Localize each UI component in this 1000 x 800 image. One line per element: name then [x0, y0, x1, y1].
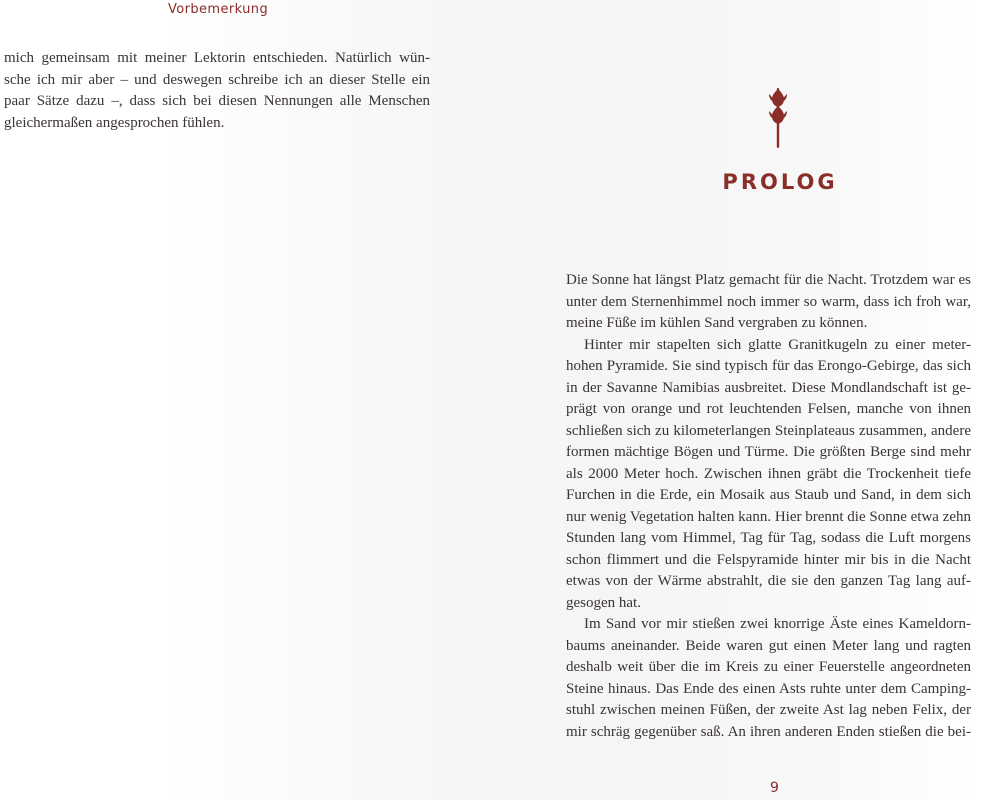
- text-line: stuhl zwischen meinen Füßen, der zweite Ast lag neben Felix, der: [566, 702, 971, 718]
- text-line: mich gemeinsam mit meiner Lektorin entschieden. Natürlich wün-: [4, 50, 430, 66]
- text-line: nur wenig Vegetation halten kann. Hier brennt die Sonne etwa zehn: [566, 508, 972, 525]
- text-line: meine Füße im kühlen Sand vergraben zu können.: [566, 315, 868, 331]
- text-line: Die Sonne hat längst Platz gemacht für die Nacht. Trotzdem war es: [566, 272, 971, 288]
- wheat-ear-icon: [765, 86, 791, 148]
- text-line: formen mächtige Bögen und Türme. Die größten Berge sind mehr: [566, 444, 971, 460]
- page-number: 9: [770, 780, 779, 796]
- text-line: Im Sand vor mir stießen zwei knorrige Äste eines Kameldorn-: [584, 616, 971, 632]
- text-line: prägt von orange und rot leuchtenden Felsen, manche von ihnen: [566, 401, 971, 417]
- text-line: als 2000 Meter hoch. Zwischen ihnen gräbt die Trockenheit tiefe: [566, 465, 971, 482]
- right-page: [480, 0, 1000, 800]
- text-line: mir schräg gegenüber saß. An ihren anderen Enden stießen die bei-: [566, 723, 971, 740]
- text-line: hohen Pyramide. Sie sind typisch für das Erongo-Gebirge, das sich: [566, 358, 971, 374]
- left-page: [0, 0, 480, 800]
- text-line: sche ich mir aber – und deswegen schreibe ich an dieser Stelle ein: [4, 71, 430, 88]
- text-line: gleichermaßen angesprochen fühlen.: [4, 114, 225, 131]
- text-line: schon flimmert und die Felspyramide hinter mir bis in die Nacht: [566, 551, 971, 568]
- running-header: Vorbemerkung: [168, 2, 269, 17]
- left-page-body-text: [4, 48, 430, 134]
- text-line: Furchen in die Erde, ein Mosaik aus Staub und Sand, in dem sich: [566, 487, 971, 503]
- text-line: etwas von der Wärme abstrahlt, die sie den ganzen Tag lang auf-: [566, 573, 971, 589]
- text-line: Hinter mir stapelten sich glatte Granitkugeln zu einer meter-: [584, 336, 971, 353]
- chapter-title: PROLOG: [722, 170, 838, 194]
- text-line: gesogen hat.: [566, 594, 641, 611]
- text-line: paar Sätze dazu –, dass sich bei diesen Nennungen alle Menschen: [4, 93, 430, 109]
- text-line: Steine hinaus. Das Ende des einen Asts ruhte unter dem Camping-: [566, 680, 971, 697]
- text-line: schließen sich zu kilometerlangen Steinplateaus zusammen, andere: [566, 422, 971, 439]
- text-line: unter dem Sternenhimmel noch immer so warm, dass ich froh war,: [566, 293, 971, 310]
- right-page-body-text: [566, 270, 971, 743]
- text-line: Stunden lang vom Himmel, Tag für Tag, sodass die Luft morgens: [566, 530, 971, 546]
- text-line: baums aneinander. Beide waren gut einen Meter lang und ragten: [566, 637, 971, 654]
- text-line: in der Savanne Namibias ausbreitet. Diese Mondlandschaft ist ge-: [566, 379, 971, 396]
- text-line: deshalb weit über die im Kreis zu einer Feuerstelle angeordneten: [566, 659, 971, 675]
